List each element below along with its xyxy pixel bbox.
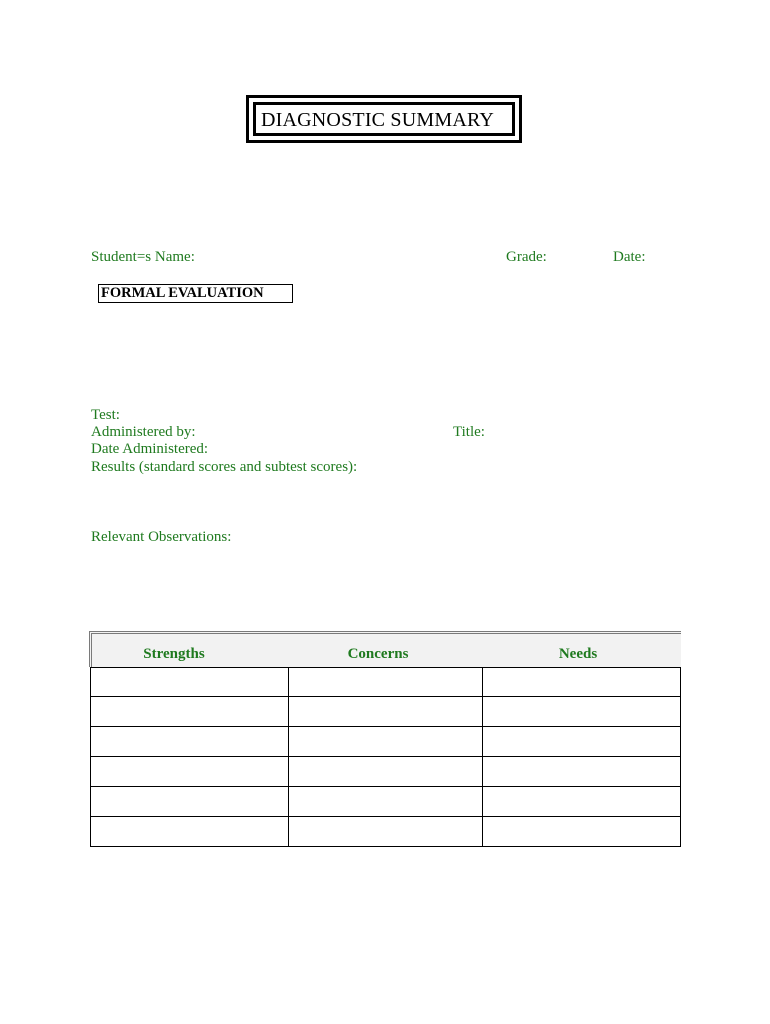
grade-label: Grade: <box>506 249 547 265</box>
table-body <box>90 667 681 847</box>
test-label: Test: <box>91 407 120 423</box>
table-cell <box>482 757 681 786</box>
header-strengths: Strengths <box>143 646 205 662</box>
header-concerns: Concerns <box>347 646 409 662</box>
table-cell <box>90 817 289 846</box>
table-cell <box>288 817 483 846</box>
table-cell <box>90 668 289 696</box>
table-cell <box>90 727 289 756</box>
table-cell <box>482 727 681 756</box>
table-cell <box>482 668 681 696</box>
table-header <box>89 631 681 667</box>
title-label: Title: <box>453 424 485 440</box>
table-cell <box>288 697 483 726</box>
table-cell <box>482 697 681 726</box>
header-needs: Needs <box>558 646 598 662</box>
table-cell <box>288 757 483 786</box>
results-label: Results (standard scores and subtest scores): <box>91 459 358 475</box>
student-name-label: Student=s Name: <box>91 249 195 265</box>
table-row <box>90 727 681 757</box>
table-row <box>90 757 681 787</box>
section-heading: FORMAL EVALUATION <box>101 285 264 301</box>
observations-label: Relevant Observations: <box>91 529 232 545</box>
administered-by-label: Administered by: <box>91 424 196 440</box>
date-administered-label: Date Administered: <box>91 441 209 457</box>
table-cell <box>288 668 483 696</box>
section-heading-box <box>98 284 293 303</box>
document-title: DIAGNOSTIC SUMMARY <box>261 109 495 131</box>
table-cell <box>288 787 483 816</box>
table-cell <box>482 817 681 846</box>
title-box <box>246 95 522 143</box>
table-cell <box>288 727 483 756</box>
date-label: Date: <box>613 249 646 265</box>
table-row <box>90 667 681 697</box>
table-row <box>90 787 681 817</box>
title-box-inner <box>253 102 515 136</box>
table-cell <box>90 697 289 726</box>
table-cell <box>482 787 681 816</box>
table-row <box>90 697 681 727</box>
table-cell <box>90 787 289 816</box>
table-row <box>90 817 681 847</box>
table-cell <box>90 757 289 786</box>
